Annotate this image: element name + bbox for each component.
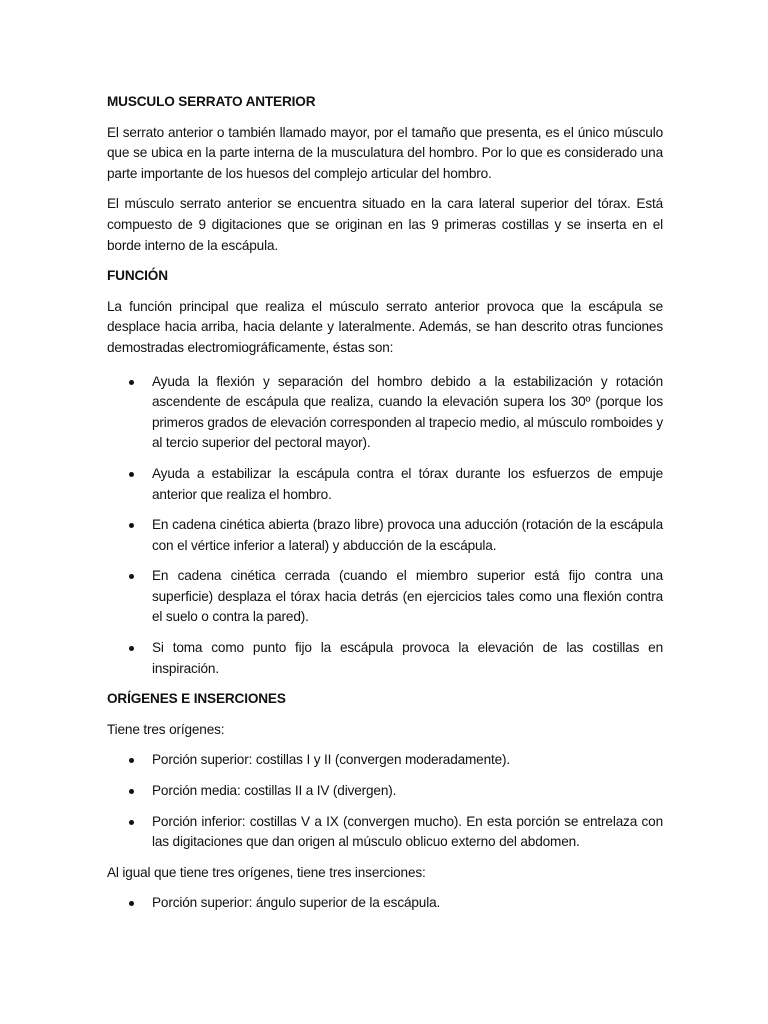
list-item bbox=[107, 893, 663, 914]
list-item bbox=[107, 515, 663, 556]
list-item-text: Porción media: costillas II a IV (divergen). bbox=[152, 783, 397, 799]
funcion-list bbox=[107, 372, 663, 680]
list-item-text: Porción inferior: costillas V a IX (convergen mucho). En esta porción se entrelaza con las digitaciones que dan origen al músculo oblicuo externo del abdomen. bbox=[152, 813, 663, 850]
origenes-intro: Tiene tres orígenes: bbox=[107, 721, 225, 737]
bullet-icon bbox=[129, 574, 134, 579]
funcion-intro: La función principal que realiza el músculo serrato anterior provoca que la escápula se desplace hacia arriba, hacia delante y lateralmente. Además, se han descrito otras funciones demostradas electromiográficamente, éstas son: bbox=[107, 298, 663, 355]
list-item bbox=[107, 781, 663, 802]
funcion-heading: FUNCIÓN bbox=[107, 268, 168, 284]
bullet-icon bbox=[129, 758, 134, 763]
origenes-list bbox=[107, 750, 663, 852]
list-item bbox=[107, 566, 663, 628]
bullet-icon bbox=[129, 789, 134, 794]
bullet-icon bbox=[129, 901, 134, 906]
list-item bbox=[107, 638, 663, 679]
list-item-text: Ayuda la flexión y separación del hombro debido a la estabilización y rotación ascendente de escápula que realiza, cuando la elevación supera los 30º (porque los primeros grados de elevación corresponden al trapecio medio, al músculo romboides y al tercio superior del pectoral mayor). bbox=[152, 373, 663, 451]
origenes-heading: ORÍGENES E INSERCIONES bbox=[107, 691, 286, 707]
inserciones-list bbox=[107, 893, 663, 914]
bullet-icon bbox=[129, 472, 134, 477]
list-item-text: Si toma como punto fijo la escápula provoca la elevación de las costillas en inspiración. bbox=[152, 640, 663, 676]
list-item-text: Porción superior: ángulo superior de la escápula. bbox=[152, 895, 441, 911]
document-page bbox=[107, 92, 663, 914]
list-item bbox=[107, 464, 663, 505]
inserciones-intro: Al igual que tiene tres orígenes, tiene tres inserciones: bbox=[107, 864, 426, 880]
bullet-icon bbox=[129, 646, 134, 651]
list-item-text: En cadena cinética abierta (brazo libre) provoca una aducción (rotación de la escápula con el vértice inferior a lateral) y abducción de la escápula. bbox=[152, 517, 663, 553]
list-item-text: Ayuda a estabilizar la escápula contra el tórax durante los esfuerzos de empuje anterior que realiza el hombro. bbox=[152, 465, 663, 502]
list-item bbox=[107, 750, 663, 771]
bullet-icon bbox=[129, 523, 134, 528]
bullet-icon bbox=[129, 820, 134, 825]
list-item-text: Porción superior: costillas I y II (convergen moderadamente). bbox=[152, 752, 511, 768]
list-item bbox=[107, 812, 663, 853]
bullet-icon bbox=[129, 380, 134, 385]
section-title: MUSCULO SERRATO ANTERIOR bbox=[107, 94, 316, 109]
intro-paragraph-2: El músculo serrato anterior se encuentra situado en la cara lateral superior del tórax. Está compuesto de 9 digitaciones que se originan en las 9 primeras costillas y se inserta en el borde interno de la escápula. bbox=[107, 196, 663, 253]
intro-paragraph-1: El serrato anterior o también llamado mayor, por el tamaño que presenta, es el único músculo que se ubica en la parte interna de la musculatura del hombro. Por lo que es considerado una parte importante de los huesos del complejo articular del hombro. bbox=[107, 124, 663, 181]
list-item-text: En cadena cinética cerrada (cuando el miembro superior está fijo contra una superficie) desplaza el tórax hacia detrás (en ejercicios tales como una flexión contra el suelo o contra la pared). bbox=[152, 568, 663, 625]
list-item bbox=[107, 372, 663, 454]
